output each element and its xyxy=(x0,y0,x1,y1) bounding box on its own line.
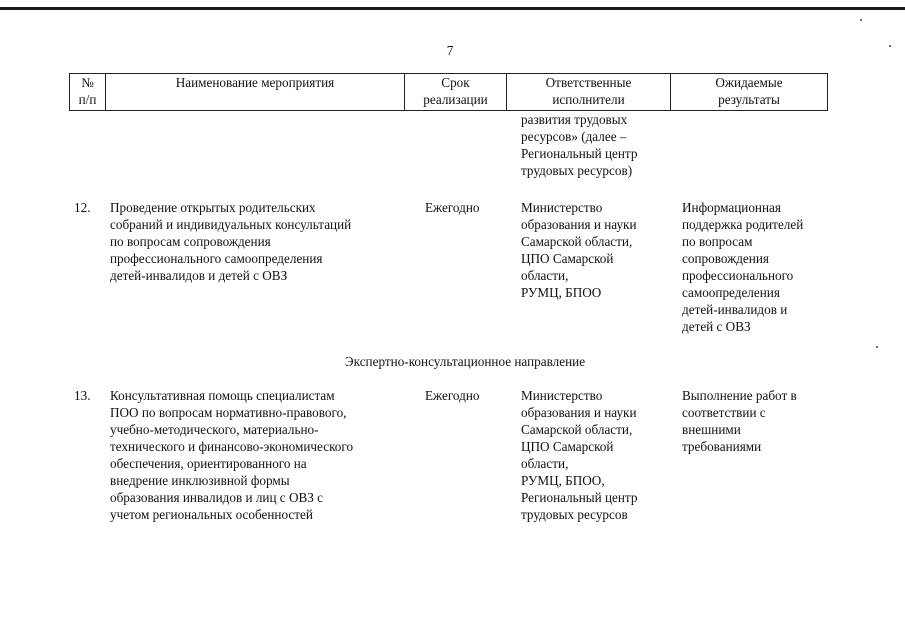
scan-speck xyxy=(889,45,891,47)
table-header xyxy=(69,73,828,111)
continuation-responsible: развития трудовых ресурсов» (далее – Региональный центр трудовых ресурсов) xyxy=(521,112,638,178)
row-12-name: Проведение открытых родительских собраний и индивидуальных консультаций по вопросам сопровождения профессионального самоопределения детей-инвалидов и детей с ОВЗ xyxy=(110,200,352,283)
row-12-num: 12. xyxy=(74,200,91,215)
scan-speck xyxy=(860,19,862,21)
header-term-text: Срок реализации xyxy=(423,75,488,107)
header-results-text: Ожидаемые результаты xyxy=(715,75,783,107)
row-13-responsible: Министерство образования и науки Самарской области, ЦПО Самарской области, РУМЦ, БПОО, Региональный центр трудовых ресурсов xyxy=(521,388,638,522)
row-13-term: Ежегодно xyxy=(425,388,480,403)
header-num-text: № п/п xyxy=(78,75,97,107)
row-13-results: Выполнение работ в соответствии с внешними требованиями xyxy=(682,388,797,454)
header-name-text: Наименование мероприятия xyxy=(175,75,335,90)
header-responsible-text: Ответственные исполнители xyxy=(545,75,632,107)
header-responsible xyxy=(507,74,671,111)
header-term xyxy=(405,74,507,111)
scan-speck xyxy=(876,346,878,348)
header-num xyxy=(70,74,106,111)
section-title: Экспертно-консультационное направление xyxy=(344,354,586,369)
row-13-num: 13. xyxy=(74,388,91,403)
header-results xyxy=(671,74,828,111)
top-border-line xyxy=(0,7,905,10)
row-12-term: Ежегодно xyxy=(425,200,480,215)
row-12-results: Информационная поддержка родителей по вопросам сопровождения профессионального самоопределения детей-инвалидов и детей с ОВЗ xyxy=(682,200,804,334)
header-name xyxy=(106,74,405,111)
row-13-name: Консультативная помощь специалистам ПОО по вопросам нормативно-правового, учебно-методического, материально- технического и финансово-экономического обеспечения, ориентированного на внедрение инклюзивной формы образования инвалидов и лиц с ОВЗ с учетом региональных особенностей xyxy=(110,388,354,522)
page-number: 7 xyxy=(446,43,454,58)
row-12-responsible: Министерство образования и науки Самарской области, ЦПО Самарской области, РУМЦ, БПОО xyxy=(521,200,637,300)
